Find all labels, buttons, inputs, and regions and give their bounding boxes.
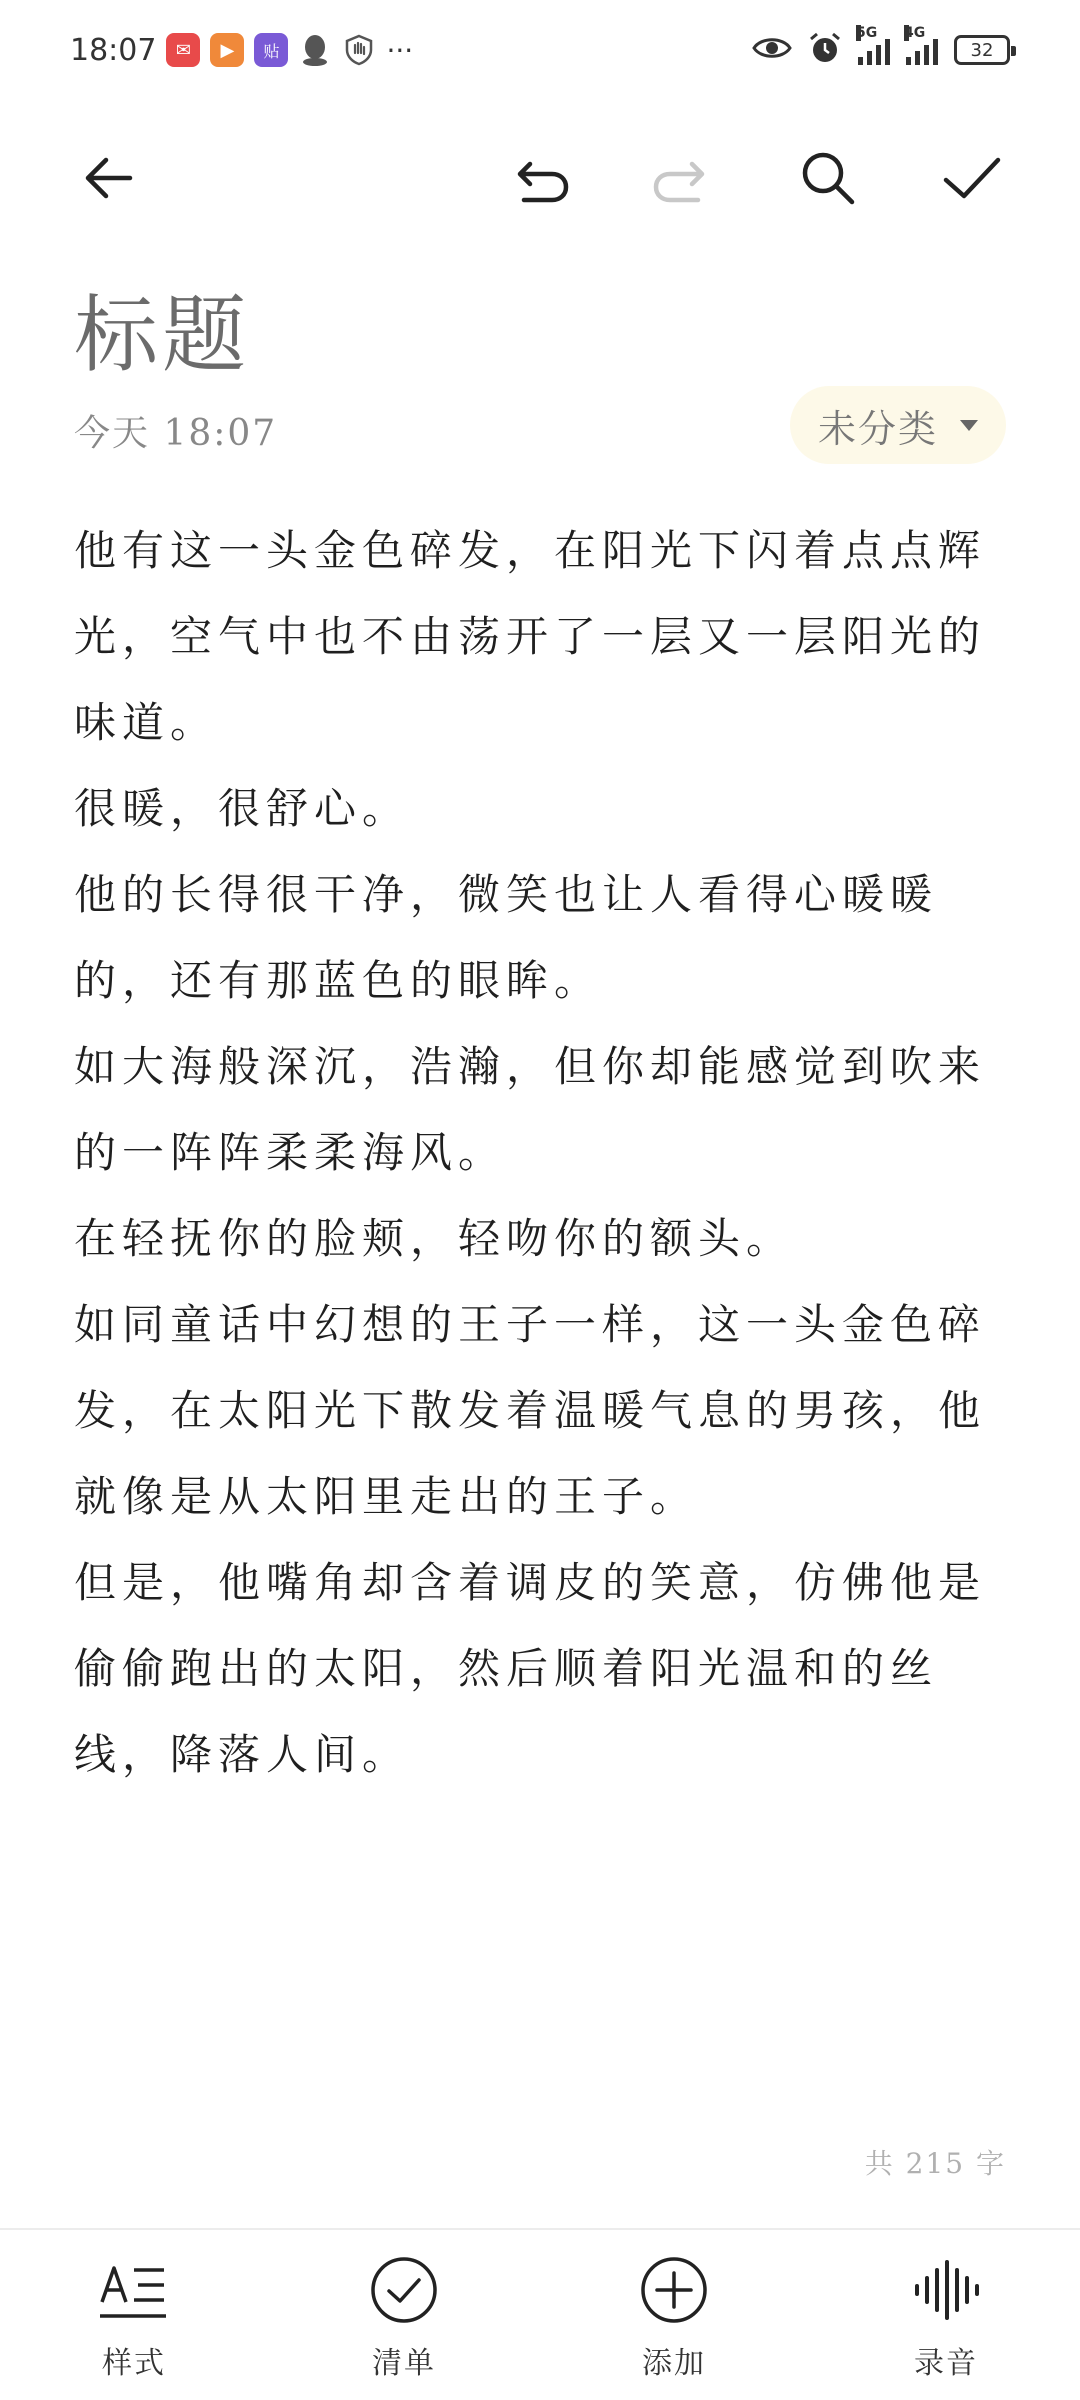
- battery-level: 32: [970, 39, 994, 61]
- status-time: 18:07: [70, 32, 157, 68]
- audio-waveform-icon: [910, 2254, 982, 2326]
- paragraph: 如大海般深沉，浩瀚，但你却能感觉到吹来的一阵阵柔柔海风。: [74, 1042, 987, 1177]
- search-button[interactable]: [780, 130, 876, 226]
- note-body[interactable]: [74, 508, 1004, 1798]
- checklist-button[interactable]: [304, 2254, 504, 2394]
- status-left: [70, 28, 413, 72]
- more-notifications-icon: ···: [386, 33, 414, 67]
- paragraph: 他有这一头金色碎发，在阳光下闪着点点辉光，空气中也不由荡开了一层又一层阳光的味道。: [74, 526, 987, 747]
- paragraph: 如同童话中幻想的王子一样，这一头金色碎发，在太阳光下散发着温暖气息的男孩，他就像是从太阳里走出的王子。: [74, 1300, 987, 1521]
- category-label: 未分类: [817, 406, 938, 451]
- qq-app-icon: [298, 33, 332, 67]
- paragraph: 他的长得很干净，微笑也让人看得心暖暖的，还有那蓝色的眼眸。: [74, 870, 939, 1005]
- add-label: 添加: [642, 2346, 706, 2381]
- word-count: 共 215 字: [864, 2147, 1006, 2180]
- video-app-icon: ▶: [210, 33, 244, 67]
- status-bar: [0, 0, 1080, 100]
- redo-icon: [648, 146, 712, 210]
- record-button[interactable]: [846, 2254, 1046, 2394]
- confirm-button[interactable]: [924, 130, 1020, 226]
- search-icon: [796, 146, 860, 210]
- plus-circle-icon: [638, 2254, 710, 2326]
- checkmark-icon: [940, 146, 1004, 210]
- shield-app-icon: [342, 33, 376, 67]
- tieba-app-icon: 贴: [254, 33, 288, 67]
- signal-4g-label: 4G: [904, 25, 926, 41]
- check-circle-icon: [368, 2254, 440, 2326]
- redo-button[interactable]: [632, 130, 728, 226]
- paragraph: 很暖，很舒心。: [74, 784, 411, 833]
- editor-toolbar: [0, 130, 1080, 250]
- checklist-label: 清单: [372, 2346, 436, 2381]
- eye-icon: [752, 34, 792, 66]
- paragraph: 在轻抚你的脸颊，轻吻你的额头。: [74, 1214, 795, 1263]
- paragraph: 但是，他嘴角却含着调皮的笑意，仿佛他是偷偷跑出的太阳，然后顺着阳光温和的丝线，降落人间。: [74, 1558, 987, 1779]
- undo-icon: [510, 146, 574, 210]
- record-label: 录音: [914, 2346, 978, 2381]
- status-right: [752, 26, 1010, 74]
- signal-4g-icon: [904, 25, 938, 65]
- mail-app-icon: ✉: [166, 33, 200, 67]
- note-title[interactable]: 标题: [74, 286, 251, 384]
- battery-icon: [954, 35, 1010, 65]
- back-button[interactable]: [60, 130, 156, 226]
- bottom-action-bar: [0, 2228, 1080, 2400]
- back-arrow-icon: [76, 146, 140, 210]
- alarm-icon: [808, 31, 842, 69]
- dropdown-triangle-icon: [960, 420, 978, 431]
- text-style-icon: [98, 2254, 170, 2326]
- undo-button[interactable]: [494, 130, 590, 226]
- add-button[interactable]: [574, 2254, 774, 2394]
- note-date: 今天 18:07: [74, 413, 278, 454]
- category-dropdown[interactable]: [790, 386, 1006, 464]
- signal-5g-icon: [856, 25, 890, 65]
- signal-5g-label: 5G: [856, 25, 878, 41]
- style-button[interactable]: [34, 2254, 234, 2394]
- style-label: 样式: [102, 2346, 166, 2381]
